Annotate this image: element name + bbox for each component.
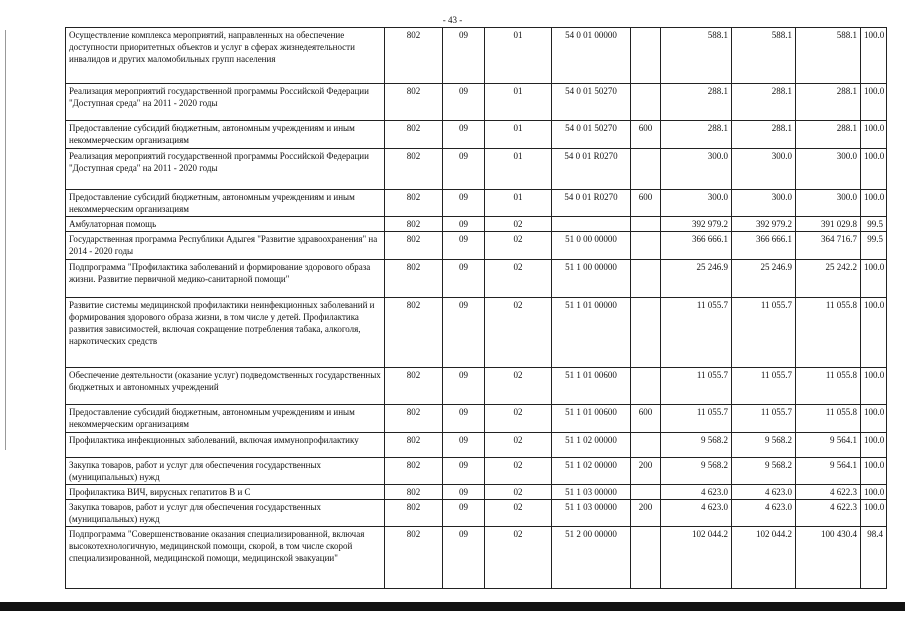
execution-percent: 100.0 — [861, 260, 887, 298]
ministry-code: 802 — [385, 149, 443, 190]
section-code: 09 — [443, 485, 485, 500]
expense-type-code: 600 — [631, 121, 661, 149]
subsection-code: 01 — [485, 121, 552, 149]
approved-amount: 9 568.2 — [661, 458, 732, 485]
target-article-code: 51 1 02 00000 — [552, 458, 631, 485]
execution-percent: 100.0 — [861, 298, 887, 368]
target-article-code: 51 1 01 00600 — [552, 368, 631, 405]
target-article-code: 54 0 01 50270 — [552, 121, 631, 149]
section-code: 09 — [443, 84, 485, 121]
approved-amount: 366 666.1 — [661, 232, 732, 260]
execution-percent: 100.0 — [861, 458, 887, 485]
ministry-code: 802 — [385, 260, 443, 298]
subsection-code: 02 — [485, 527, 552, 589]
executed-amount: 288.1 — [796, 84, 861, 121]
refined-amount: 300.0 — [732, 149, 796, 190]
executed-amount: 4 622.3 — [796, 500, 861, 527]
refined-amount: 588.1 — [732, 28, 796, 84]
ministry-code: 802 — [385, 458, 443, 485]
subsection-code: 01 — [485, 84, 552, 121]
refined-amount: 11 055.7 — [732, 368, 796, 405]
table-row — [66, 405, 887, 433]
section-code: 09 — [443, 217, 485, 232]
table-row — [66, 527, 887, 589]
executed-amount: 11 055.8 — [796, 405, 861, 433]
target-article-code: 51 1 01 00000 — [552, 298, 631, 368]
execution-percent: 100.0 — [861, 190, 887, 217]
section-code: 09 — [443, 28, 485, 84]
refined-amount: 9 568.2 — [732, 458, 796, 485]
execution-percent: 100.0 — [861, 368, 887, 405]
executed-amount: 4 622.3 — [796, 485, 861, 500]
row-name: Осуществление комплекса мероприятий, направленных на обеспечение доступности приоритетных объектов и услуг в сферах жизнедеятельности инвалидов и других маломобильных групп населения — [66, 28, 385, 84]
section-code: 09 — [443, 190, 485, 217]
executed-amount: 288.1 — [796, 121, 861, 149]
section-code: 09 — [443, 527, 485, 589]
executed-amount: 391 029.8 — [796, 217, 861, 232]
refined-amount: 366 666.1 — [732, 232, 796, 260]
section-code: 09 — [443, 433, 485, 458]
section-code: 09 — [443, 368, 485, 405]
execution-percent: 99.5 — [861, 217, 887, 232]
approved-amount: 11 055.7 — [661, 298, 732, 368]
expense-type-code — [631, 84, 661, 121]
section-code: 09 — [443, 405, 485, 433]
target-article-code: 51 1 01 00600 — [552, 405, 631, 433]
target-article-code: 51 0 00 00000 — [552, 232, 631, 260]
subsection-code: 01 — [485, 190, 552, 217]
execution-percent: 100.0 — [861, 28, 887, 84]
approved-amount: 9 568.2 — [661, 433, 732, 458]
expense-type-code: 600 — [631, 405, 661, 433]
ministry-code: 802 — [385, 368, 443, 405]
subsection-code: 02 — [485, 500, 552, 527]
table-row — [66, 500, 887, 527]
row-name: Реализация мероприятий государственной программы Российской Федерации "Доступная среда" на 2011 - 2020 годы — [66, 84, 385, 121]
approved-amount: 288.1 — [661, 84, 732, 121]
page-number: - 43 - — [442, 15, 463, 25]
target-article-code: 54 0 01 R0270 — [552, 149, 631, 190]
budget-table-body — [66, 28, 887, 589]
target-article-code: 51 1 00 00000 — [552, 260, 631, 298]
refined-amount: 300.0 — [732, 190, 796, 217]
refined-amount: 4 623.0 — [732, 500, 796, 527]
subsection-code: 02 — [485, 217, 552, 232]
refined-amount: 102 044.2 — [732, 527, 796, 589]
table-row — [66, 298, 887, 368]
executed-amount: 9 564.1 — [796, 433, 861, 458]
target-article-code: 51 1 03 00000 — [552, 485, 631, 500]
executed-amount: 300.0 — [796, 190, 861, 217]
row-name: Развитие системы медицинской профилактики неинфекционных заболеваний и формирования здорового образа жизни, в том числе у детей. Профилактика развития зависимостей, включая сокращение потребления табака, алкоголя, наркотических средств — [66, 298, 385, 368]
approved-amount: 288.1 — [661, 121, 732, 149]
table-row — [66, 368, 887, 405]
execution-percent: 98.4 — [861, 527, 887, 589]
refined-amount: 11 055.7 — [732, 405, 796, 433]
table-row — [66, 217, 887, 232]
approved-amount: 588.1 — [661, 28, 732, 84]
row-name: Предоставление субсидий бюджетным, автономным учреждениям и иным некоммерческим организациям — [66, 121, 385, 149]
table-row — [66, 433, 887, 458]
ministry-code: 802 — [385, 84, 443, 121]
expense-type-code — [631, 485, 661, 500]
expense-type-code — [631, 298, 661, 368]
row-name: Подпрограмма "Профилактика заболеваний и формирование здорового образа жизни. Развитие первичной медико-санитарной помощи" — [66, 260, 385, 298]
target-article-code: 54 0 01 R0270 — [552, 190, 631, 217]
row-name: Реализация мероприятий государственной программы Российской Федерации "Доступная среда" на 2011 - 2020 годы — [66, 149, 385, 190]
refined-amount: 11 055.7 — [732, 298, 796, 368]
refined-amount: 25 246.9 — [732, 260, 796, 298]
expense-type-code — [631, 260, 661, 298]
section-code: 09 — [443, 232, 485, 260]
expense-type-code — [631, 232, 661, 260]
row-name: Профилактика ВИЧ, вирусных гепатитов В и С — [66, 485, 385, 500]
subsection-code: 02 — [485, 485, 552, 500]
ministry-code: 802 — [385, 500, 443, 527]
ministry-code: 802 — [385, 217, 443, 232]
target-article-code: 51 1 02 00000 — [552, 433, 631, 458]
subsection-code: 02 — [485, 298, 552, 368]
approved-amount: 11 055.7 — [661, 368, 732, 405]
refined-amount: 4 623.0 — [732, 485, 796, 500]
refined-amount: 288.1 — [732, 84, 796, 121]
approved-amount: 102 044.2 — [661, 527, 732, 589]
target-article-code: 51 2 00 00000 — [552, 527, 631, 589]
table-row — [66, 121, 887, 149]
execution-percent: 100.0 — [861, 405, 887, 433]
section-code: 09 — [443, 298, 485, 368]
ministry-code: 802 — [385, 527, 443, 589]
target-article-code: 54 0 01 50270 — [552, 84, 631, 121]
table-row — [66, 458, 887, 485]
row-name: Профилактика инфекционных заболеваний, включая иммунопрофилактику — [66, 433, 385, 458]
approved-amount: 4 623.0 — [661, 485, 732, 500]
row-name: Амбулаторная помощь — [66, 217, 385, 232]
table-row — [66, 149, 887, 190]
ministry-code: 802 — [385, 298, 443, 368]
subsection-code: 01 — [485, 28, 552, 84]
budget-table — [65, 27, 887, 589]
row-name: Обеспечение деятельности (оказание услуг) подведомственных государственных бюджетных и автономных учреждений — [66, 368, 385, 405]
ministry-code: 802 — [385, 121, 443, 149]
executed-amount: 25 242.2 — [796, 260, 861, 298]
subsection-code: 01 — [485, 149, 552, 190]
section-code: 09 — [443, 121, 485, 149]
execution-percent: 100.0 — [861, 485, 887, 500]
execution-percent: 100.0 — [861, 149, 887, 190]
ministry-code: 802 — [385, 485, 443, 500]
ministry-code: 802 — [385, 433, 443, 458]
refined-amount: 9 568.2 — [732, 433, 796, 458]
approved-amount: 300.0 — [661, 149, 732, 190]
section-code: 09 — [443, 149, 485, 190]
scan-bottom-bar — [0, 602, 905, 611]
row-name: Закупка товаров, работ и услуг для обеспечения государственных (муниципальных) нужд — [66, 458, 385, 485]
section-code: 09 — [443, 458, 485, 485]
execution-percent: 100.0 — [861, 433, 887, 458]
approved-amount: 11 055.7 — [661, 405, 732, 433]
refined-amount: 392 979.2 — [732, 217, 796, 232]
approved-amount: 4 623.0 — [661, 500, 732, 527]
table-row — [66, 260, 887, 298]
expense-type-code — [631, 527, 661, 589]
subsection-code: 02 — [485, 260, 552, 298]
table-row — [66, 84, 887, 121]
table-row — [66, 232, 887, 260]
row-name: Государственная программа Республики Адыгея "Развитие здравоохранения" на 2014 - 2020 годы — [66, 232, 385, 260]
expense-type-code — [631, 433, 661, 458]
execution-percent: 100.0 — [861, 121, 887, 149]
subsection-code: 02 — [485, 368, 552, 405]
refined-amount: 288.1 — [732, 121, 796, 149]
scan-edge-line — [5, 30, 6, 450]
subsection-code: 02 — [485, 405, 552, 433]
approved-amount: 300.0 — [661, 190, 732, 217]
table-row — [66, 485, 887, 500]
row-name: Подпрограмма "Совершенствование оказания специализированной, включая высокотехнологичную, медицинской помощи, скорой, в том числе скорой специализированной, медицинской помощи, медицинской эвакуации" — [66, 527, 385, 589]
subsection-code: 02 — [485, 433, 552, 458]
target-article-code: 54 0 01 00000 — [552, 28, 631, 84]
executed-amount: 11 055.8 — [796, 298, 861, 368]
executed-amount: 300.0 — [796, 149, 861, 190]
target-article-code: 51 1 03 00000 — [552, 500, 631, 527]
expense-type-code — [631, 217, 661, 232]
row-name: Предоставление субсидий бюджетным, автономным учреждениям и иным некоммерческим организациям — [66, 405, 385, 433]
executed-amount: 9 564.1 — [796, 458, 861, 485]
approved-amount: 392 979.2 — [661, 217, 732, 232]
section-code: 09 — [443, 500, 485, 527]
executed-amount: 588.1 — [796, 28, 861, 84]
ministry-code: 802 — [385, 190, 443, 217]
executed-amount: 100 430.4 — [796, 527, 861, 589]
row-name: Предоставление субсидий бюджетным, автономным учреждениям и иным некоммерческим организациям — [66, 190, 385, 217]
approved-amount: 25 246.9 — [661, 260, 732, 298]
expense-type-code — [631, 368, 661, 405]
ministry-code: 802 — [385, 405, 443, 433]
expense-type-code — [631, 149, 661, 190]
section-code: 09 — [443, 260, 485, 298]
row-name: Закупка товаров, работ и услуг для обеспечения государственных (муниципальных) нужд — [66, 500, 385, 527]
execution-percent: 100.0 — [861, 500, 887, 527]
execution-percent: 99.5 — [861, 232, 887, 260]
expense-type-code: 200 — [631, 500, 661, 527]
target-article-code — [552, 217, 631, 232]
table-row — [66, 28, 887, 84]
ministry-code: 802 — [385, 232, 443, 260]
execution-percent: 100.0 — [861, 84, 887, 121]
ministry-code: 802 — [385, 28, 443, 84]
executed-amount: 364 716.7 — [796, 232, 861, 260]
subsection-code: 02 — [485, 458, 552, 485]
table-row — [66, 190, 887, 217]
expense-type-code: 200 — [631, 458, 661, 485]
expense-type-code: 600 — [631, 190, 661, 217]
expense-type-code — [631, 28, 661, 84]
subsection-code: 02 — [485, 232, 552, 260]
executed-amount: 11 055.8 — [796, 368, 861, 405]
